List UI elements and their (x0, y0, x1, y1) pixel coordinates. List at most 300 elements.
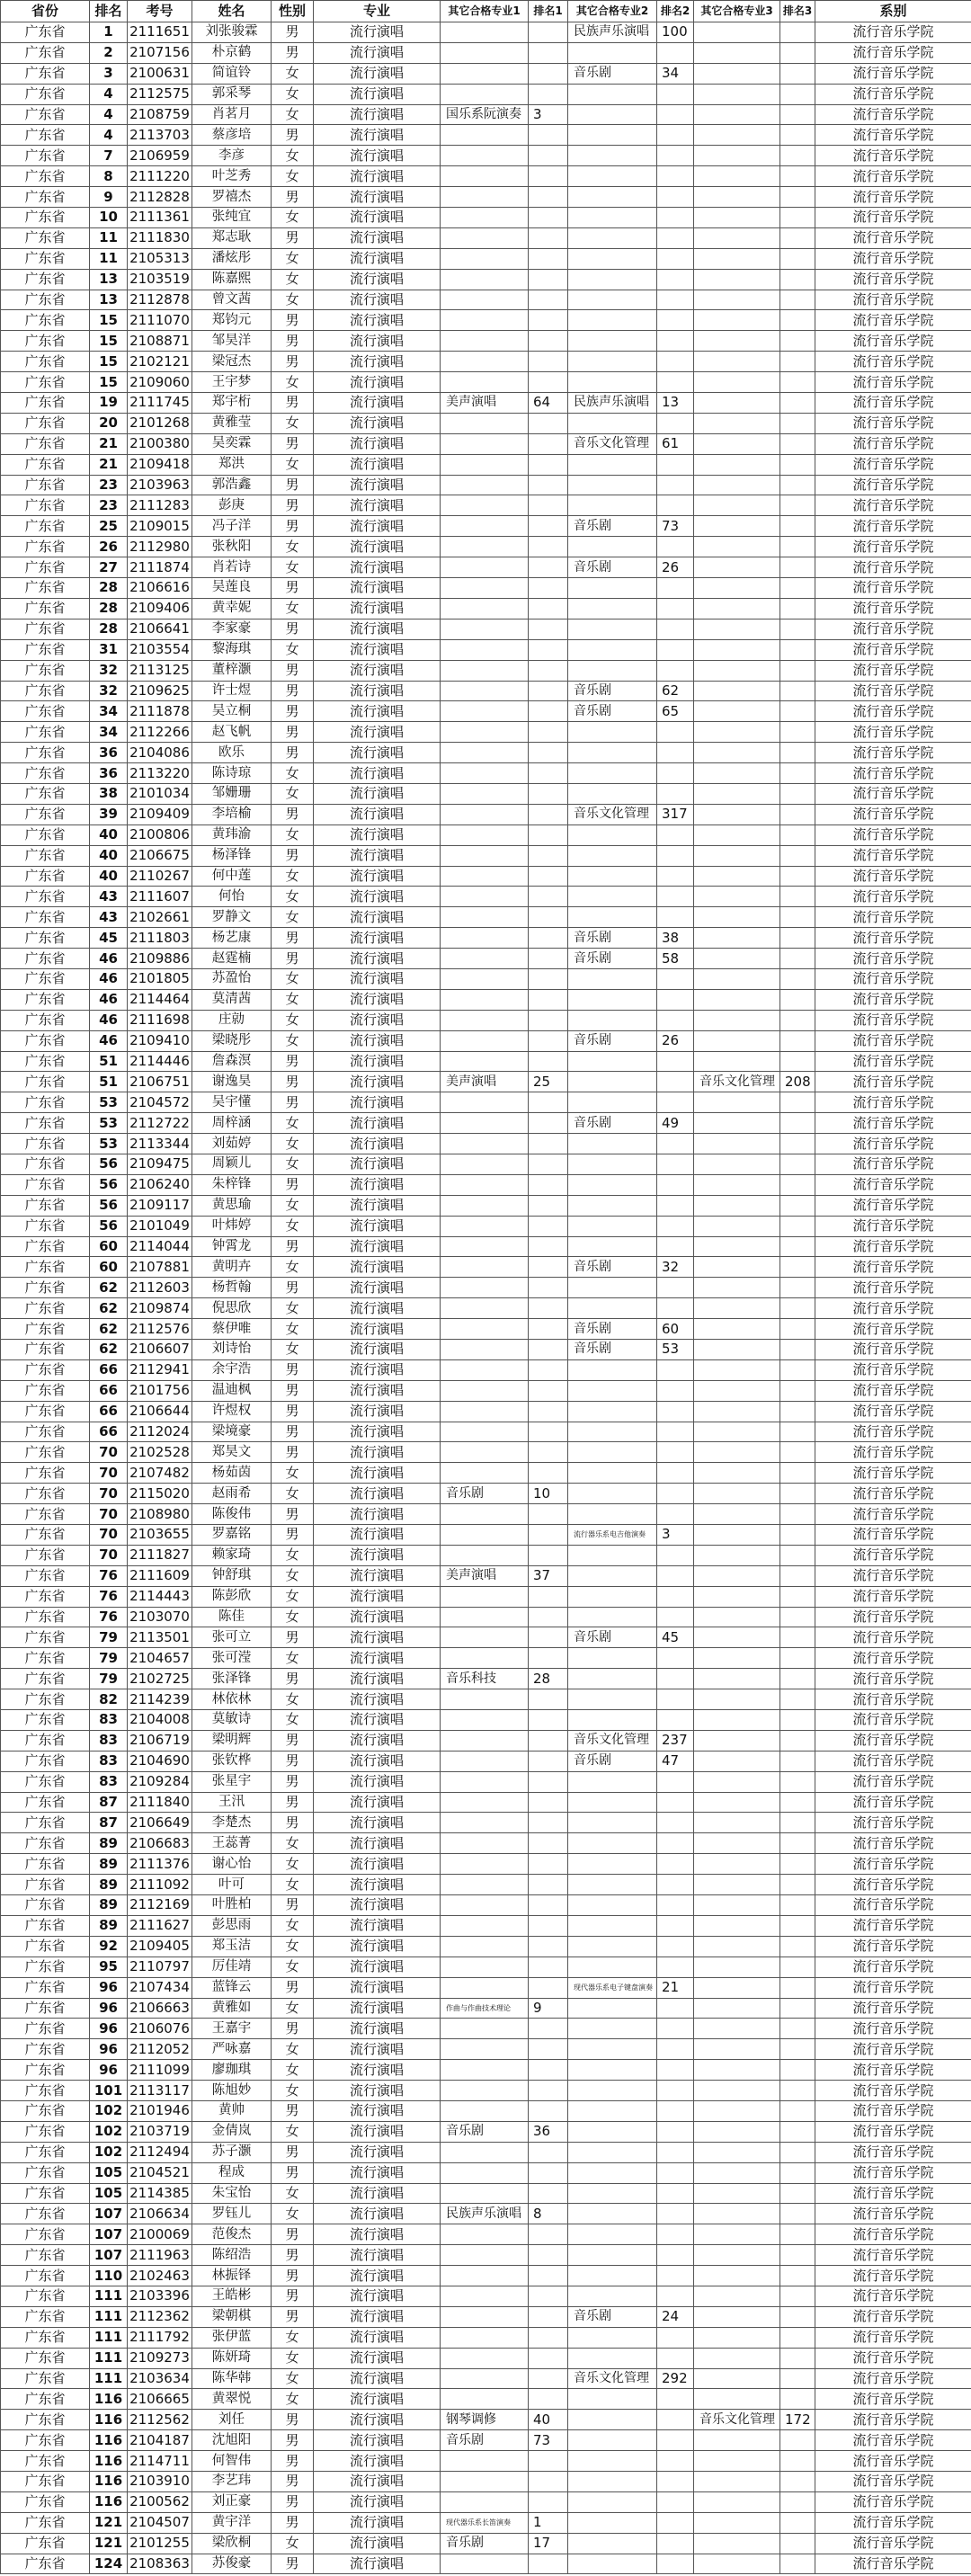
cell-name: 吴宇懂 (192, 1092, 272, 1113)
cell-other-major-1 (441, 783, 529, 804)
table-row (1, 1648, 971, 1669)
cell-other-major-1 (441, 722, 529, 743)
cell-rank-3 (780, 2430, 815, 2451)
cell-rank-1 (529, 125, 568, 146)
cell-rank: 11 (90, 227, 128, 248)
cell-major: 流行演唱 (314, 2554, 441, 2574)
cell-department: 流行音乐学院 (815, 2266, 971, 2286)
cell-other-major-1 (441, 1545, 529, 1565)
cell-other-major-2 (568, 1092, 657, 1113)
cell-exam-number: 2108871 (128, 331, 192, 352)
cell-rank-3 (780, 269, 815, 290)
cell-major: 流行演唱 (314, 619, 441, 639)
cell-rank-3 (780, 1977, 815, 1998)
cell-other-major-1 (441, 22, 529, 43)
table-row (1, 331, 971, 352)
table-row (1, 1915, 971, 1936)
cell-rank-3 (780, 2306, 815, 2327)
cell-gender: 女 (272, 1113, 314, 1134)
cell-major: 流行演唱 (314, 887, 441, 907)
header-other-major-1: 其它合格专业1 (441, 1, 529, 22)
cell-department: 流行音乐学院 (815, 1730, 971, 1751)
cell-rank-3 (780, 1422, 815, 1442)
cell-major: 流行演唱 (314, 1565, 441, 1586)
cell-name: 陈旭妙 (192, 2081, 272, 2101)
cell-major: 流行演唱 (314, 598, 441, 619)
cell-other-major-3 (694, 1195, 780, 1216)
cell-other-major-1 (441, 1977, 529, 1998)
cell-rank: 101 (90, 2081, 128, 2101)
cell-exam-number: 2103519 (128, 269, 192, 290)
cell-name: 许士煜 (192, 681, 272, 701)
cell-gender: 女 (272, 1463, 314, 1484)
cell-name: 杨茹茵 (192, 1463, 272, 1484)
cell-rank-3 (780, 1380, 815, 1401)
cell-gender: 男 (272, 2512, 314, 2533)
cell-major: 流行演唱 (314, 1586, 441, 1607)
cell-rank: 111 (90, 2368, 128, 2389)
table-row (1, 1359, 971, 1380)
cell-other-major-3 (694, 949, 780, 969)
cell-rank: 60 (90, 1257, 128, 1278)
cell-other-major-1 (441, 1278, 529, 1298)
cell-exam-number: 2111827 (128, 1545, 192, 1565)
cell-rank-1 (529, 1030, 568, 1051)
table-row (1, 187, 971, 208)
cell-other-major-1 (441, 804, 529, 824)
cell-rank-2 (657, 2060, 694, 2081)
cell-other-major-1 (441, 1092, 529, 1113)
cell-rank: 70 (90, 1442, 128, 1463)
cell-department: 流行音乐学院 (815, 1257, 971, 1278)
cell-other-major-1 (441, 1689, 529, 1710)
cell-exam-number: 2103719 (128, 2121, 192, 2142)
cell-department: 流行音乐学院 (815, 2060, 971, 2081)
cell-other-major-3 (694, 1484, 780, 1504)
cell-other-major-1: 音乐剧 (441, 2430, 529, 2451)
cell-other-major-1 (441, 743, 529, 763)
cell-other-major-3 (694, 660, 780, 681)
table-row (1, 2327, 971, 2348)
cell-rank-2 (657, 660, 694, 681)
cell-rank-1 (529, 1216, 568, 1236)
cell-department: 流行音乐学院 (815, 619, 971, 639)
cell-other-major-2 (568, 372, 657, 393)
cell-department: 流行音乐学院 (815, 1565, 971, 1586)
cell-rank: 20 (90, 413, 128, 433)
cell-rank: 82 (90, 1689, 128, 1710)
cell-gender: 女 (272, 1957, 314, 1977)
cell-rank-3 (780, 2060, 815, 2081)
cell-name: 杨哲翰 (192, 1278, 272, 1298)
cell-rank-3 (780, 2245, 815, 2266)
cell-exam-number: 2111803 (128, 928, 192, 949)
cell-rank-2: 26 (657, 557, 694, 578)
cell-other-major-3 (694, 1030, 780, 1051)
cell-rank-1 (529, 1278, 568, 1298)
cell-major: 流行演唱 (314, 2430, 441, 2451)
cell-gender: 男 (272, 495, 314, 516)
cell-rank-3 (780, 2121, 815, 2142)
cell-name: 金倩岚 (192, 2121, 272, 2142)
cell-other-major-1 (441, 1195, 529, 1216)
cell-gender: 女 (272, 1915, 314, 1936)
cell-major: 流行演唱 (314, 310, 441, 331)
cell-rank-2: 32 (657, 1257, 694, 1278)
cell-rank-3 (780, 63, 815, 84)
cell-exam-number: 2112980 (128, 537, 192, 557)
cell-exam-number: 2113344 (128, 1134, 192, 1154)
cell-rank: 89 (90, 1875, 128, 1895)
cell-name: 张可滢 (192, 1648, 272, 1669)
cell-exam-number: 2111874 (128, 557, 192, 578)
cell-province: 广东省 (1, 2471, 90, 2491)
cell-other-major-3 (694, 1525, 780, 1546)
cell-exam-number: 2106751 (128, 1072, 192, 1092)
table-row (1, 845, 971, 866)
cell-name: 黄宇洋 (192, 2512, 272, 2533)
cell-rank-3 (780, 1565, 815, 1586)
cell-other-major-1 (441, 2368, 529, 2389)
cell-rank-3 (780, 1915, 815, 1936)
cell-other-major-2 (568, 1216, 657, 1236)
cell-other-major-3 (694, 968, 780, 989)
cell-rank-2 (657, 598, 694, 619)
cell-rank-1: 1 (529, 2512, 568, 2533)
cell-other-major-3 (694, 22, 780, 43)
table-row (1, 968, 971, 989)
cell-major: 流行演唱 (314, 2039, 441, 2060)
cell-major: 流行演唱 (314, 1998, 441, 2019)
cell-department: 流行音乐学院 (815, 1010, 971, 1030)
header-other-major-3: 其它合格专业3 (694, 1, 780, 22)
cell-name: 林振铎 (192, 2266, 272, 2286)
cell-rank-1 (529, 2286, 568, 2306)
cell-exam-number: 2109273 (128, 2348, 192, 2368)
cell-rank: 116 (90, 2451, 128, 2472)
cell-rank: 87 (90, 1813, 128, 1833)
table-row (1, 1298, 971, 1319)
cell-rank-3 (780, 2512, 815, 2533)
cell-rank-3 (780, 1504, 815, 1525)
cell-rank: 1 (90, 22, 128, 43)
cell-name: 陈华韩 (192, 2368, 272, 2389)
cell-gender: 女 (272, 2348, 314, 2368)
cell-other-major-1 (441, 1401, 529, 1422)
cell-province: 广东省 (1, 2121, 90, 2142)
cell-rank: 89 (90, 1895, 128, 1916)
cell-province: 广东省 (1, 1195, 90, 1216)
cell-other-major-3 (694, 1216, 780, 1236)
cell-other-major-3 (694, 1154, 780, 1174)
cell-rank-3 (780, 454, 815, 475)
cell-major: 流行演唱 (314, 2368, 441, 2389)
cell-other-major-3 (694, 1092, 780, 1113)
cell-rank-1 (529, 146, 568, 166)
cell-major: 流行演唱 (314, 1689, 441, 1710)
cell-major: 流行演唱 (314, 2183, 441, 2204)
cell-other-major-2 (568, 166, 657, 187)
cell-province: 广东省 (1, 2389, 90, 2410)
cell-exam-number: 2111092 (128, 1875, 192, 1895)
cell-rank-1 (529, 907, 568, 928)
table-row (1, 290, 971, 310)
cell-rank: 27 (90, 557, 128, 578)
table-row (1, 1689, 971, 1710)
cell-gender: 男 (272, 1422, 314, 1442)
cell-rank-2 (657, 1936, 694, 1957)
cell-other-major-2 (568, 2389, 657, 2410)
cell-other-major-3 (694, 227, 780, 248)
cell-other-major-1 (441, 1586, 529, 1607)
cell-rank-1 (529, 2389, 568, 2410)
cell-province: 广东省 (1, 1092, 90, 1113)
cell-province: 广东省 (1, 1895, 90, 1916)
cell-other-major-2 (568, 495, 657, 516)
cell-name: 邹姗珊 (192, 783, 272, 804)
cell-rank: 70 (90, 1504, 128, 1525)
cell-other-major-3 (694, 495, 780, 516)
cell-rank-3 (780, 537, 815, 557)
cell-department: 流行音乐学院 (815, 2471, 971, 2491)
cell-other-major-2 (568, 845, 657, 866)
cell-gender: 男 (272, 2142, 314, 2162)
cell-rank-1 (529, 413, 568, 433)
cell-rank-3 (780, 2389, 815, 2410)
cell-other-major-1 (441, 845, 529, 866)
cell-other-major-1 (441, 2142, 529, 2162)
cell-exam-number: 2107881 (128, 1257, 192, 1278)
cell-other-major-2 (568, 598, 657, 619)
cell-major: 流行演唱 (314, 2451, 441, 2472)
cell-rank-3 (780, 1833, 815, 1854)
cell-rank-1 (529, 310, 568, 331)
cell-rank-3 (780, 1401, 815, 1422)
cell-exam-number: 2112603 (128, 1278, 192, 1298)
cell-gender: 女 (272, 1484, 314, 1504)
cell-rank-2: 237 (657, 1730, 694, 1751)
cell-rank: 26 (90, 537, 128, 557)
cell-exam-number: 2112562 (128, 2410, 192, 2430)
cell-rank-3 (780, 1319, 815, 1340)
cell-department: 流行音乐学院 (815, 2039, 971, 2060)
cell-name: 肖茗月 (192, 104, 272, 125)
cell-province: 广东省 (1, 1565, 90, 1586)
cell-name: 范俊杰 (192, 2224, 272, 2245)
cell-province: 广东省 (1, 104, 90, 125)
cell-other-major-3 (694, 804, 780, 824)
cell-other-major-2 (568, 1771, 657, 1792)
cell-rank-2 (657, 866, 694, 887)
cell-other-major-3 (694, 1278, 780, 1298)
cell-major: 流行演唱 (314, 1833, 441, 1854)
cell-rank: 2 (90, 42, 128, 63)
table-row (1, 681, 971, 701)
cell-other-major-1 (441, 1648, 529, 1669)
cell-major: 流行演唱 (314, 1792, 441, 1813)
cell-other-major-1 (441, 1710, 529, 1731)
table-row (1, 1525, 971, 1546)
cell-rank-1 (529, 352, 568, 372)
cell-rank-3 (780, 989, 815, 1010)
table-row (1, 413, 971, 433)
cell-rank-1 (529, 1422, 568, 1442)
table-row (1, 1010, 971, 1030)
cell-rank-1 (529, 845, 568, 866)
cell-rank: 83 (90, 1751, 128, 1771)
cell-province: 广东省 (1, 372, 90, 393)
cell-rank: 116 (90, 2430, 128, 2451)
cell-province: 广东省 (1, 1957, 90, 1977)
cell-other-major-1: 美声演唱 (441, 393, 529, 414)
cell-other-major-1 (441, 495, 529, 516)
cell-name: 杨艺康 (192, 928, 272, 949)
cell-rank: 62 (90, 1340, 128, 1360)
cell-other-major-2 (568, 2060, 657, 2081)
header-province: 省份 (1, 1, 90, 22)
cell-other-major-2: 音乐剧 (568, 1627, 657, 1648)
cell-major: 流行演唱 (314, 63, 441, 84)
cell-rank-3 (780, 928, 815, 949)
cell-rank-1 (529, 495, 568, 516)
cell-exam-number: 2114446 (128, 1051, 192, 1072)
cell-other-major-2 (568, 887, 657, 907)
cell-rank-2 (657, 1134, 694, 1154)
header-rank-2: 排名2 (657, 1, 694, 22)
cell-other-major-1 (441, 84, 529, 104)
cell-rank: 76 (90, 1607, 128, 1627)
cell-other-major-3 (694, 2039, 780, 2060)
cell-gender: 男 (272, 1977, 314, 1998)
cell-rank-2 (657, 2245, 694, 2266)
cell-rank-1: 40 (529, 2410, 568, 2430)
cell-rank-1 (529, 660, 568, 681)
cell-other-major-3 (694, 2224, 780, 2245)
cell-major: 流行演唱 (314, 2204, 441, 2224)
cell-gender: 女 (272, 866, 314, 887)
table-row (1, 1113, 971, 1134)
cell-name: 蔡伊唯 (192, 1319, 272, 1340)
cell-rank: 95 (90, 1957, 128, 1977)
cell-rank-2: 26 (657, 1030, 694, 1051)
table-row (1, 557, 971, 578)
cell-rank-1: 28 (529, 1669, 568, 1689)
table-row (1, 1319, 971, 1340)
cell-major: 流行演唱 (314, 1298, 441, 1319)
cell-name: 张秋阳 (192, 537, 272, 557)
cell-major: 流行演唱 (314, 104, 441, 125)
cell-other-major-2 (568, 1854, 657, 1875)
cell-exam-number: 2111745 (128, 393, 192, 414)
cell-rank-2 (657, 2430, 694, 2451)
table-row (1, 248, 971, 269)
cell-name: 何怡 (192, 887, 272, 907)
cell-rank-3 (780, 125, 815, 146)
cell-other-major-3 (694, 1236, 780, 1257)
cell-exam-number: 2111963 (128, 2245, 192, 2266)
table-row (1, 1833, 971, 1854)
cell-gender: 女 (272, 2389, 314, 2410)
cell-rank-2 (657, 2451, 694, 2472)
cell-rank-2: 3 (657, 1525, 694, 1546)
cell-name: 吴奕霖 (192, 433, 272, 454)
cell-rank-1 (529, 598, 568, 619)
cell-province: 广东省 (1, 1627, 90, 1648)
cell-rank-2 (657, 2183, 694, 2204)
cell-rank-3 (780, 290, 815, 310)
cell-other-major-1: 现代器乐系长笛演奏 (441, 2512, 529, 2533)
cell-exam-number: 2100069 (128, 2224, 192, 2245)
cell-rank-2 (657, 1998, 694, 2019)
table-row (1, 1545, 971, 1565)
cell-rank-1 (529, 1751, 568, 1771)
cell-other-major-1 (441, 1525, 529, 1546)
cell-major: 流行演唱 (314, 1236, 441, 1257)
cell-rank-2 (657, 310, 694, 331)
cell-department: 流行音乐学院 (815, 1278, 971, 1298)
cell-other-major-1 (441, 1504, 529, 1525)
cell-other-major-2 (568, 1134, 657, 1154)
cell-other-major-1 (441, 1463, 529, 1484)
cell-department: 流行音乐学院 (815, 1051, 971, 1072)
cell-exam-number: 2112169 (128, 1895, 192, 1916)
cell-name: 苏子灏 (192, 2142, 272, 2162)
cell-province: 广东省 (1, 1525, 90, 1546)
cell-province: 广东省 (1, 1380, 90, 1401)
cell-rank: 32 (90, 660, 128, 681)
cell-other-major-2 (568, 907, 657, 928)
cell-exam-number: 2111840 (128, 1792, 192, 1813)
cell-other-major-2 (568, 1545, 657, 1565)
cell-other-major-3 (694, 1380, 780, 1401)
cell-name: 杨泽锋 (192, 845, 272, 866)
cell-rank: 36 (90, 743, 128, 763)
cell-rank: 15 (90, 331, 128, 352)
cell-province: 广东省 (1, 660, 90, 681)
cell-rank-2 (657, 1895, 694, 1916)
cell-gender: 女 (272, 1710, 314, 1731)
cell-province: 广东省 (1, 578, 90, 599)
cell-rank-2 (657, 907, 694, 928)
cell-major: 流行演唱 (314, 1010, 441, 1030)
cell-major: 流行演唱 (314, 1401, 441, 1422)
cell-other-major-2 (568, 2471, 657, 2491)
cell-province: 广东省 (1, 1833, 90, 1854)
cell-rank-3 (780, 187, 815, 208)
cell-rank-3: 172 (780, 2410, 815, 2430)
cell-exam-number: 2104507 (128, 2512, 192, 2533)
cell-rank-1 (529, 227, 568, 248)
cell-rank-3 (780, 1545, 815, 1565)
cell-rank-1 (529, 454, 568, 475)
table-row (1, 372, 971, 393)
cell-rank-3 (780, 2183, 815, 2204)
cell-rank: 66 (90, 1359, 128, 1380)
cell-rank-2: 53 (657, 1340, 694, 1360)
cell-rank-2: 317 (657, 804, 694, 824)
table-row (1, 598, 971, 619)
cell-exam-number: 2109625 (128, 681, 192, 701)
cell-gender: 女 (272, 1154, 314, 1174)
cell-department: 流行音乐学院 (815, 42, 971, 63)
cell-other-major-2 (568, 1072, 657, 1092)
cell-other-major-3 (694, 1627, 780, 1648)
cell-rank-2 (657, 104, 694, 125)
cell-rank: 53 (90, 1134, 128, 1154)
cell-rank-3 (780, 208, 815, 228)
cell-other-major-2: 音乐文化管理 (568, 804, 657, 824)
cell-other-major-3 (694, 1833, 780, 1854)
